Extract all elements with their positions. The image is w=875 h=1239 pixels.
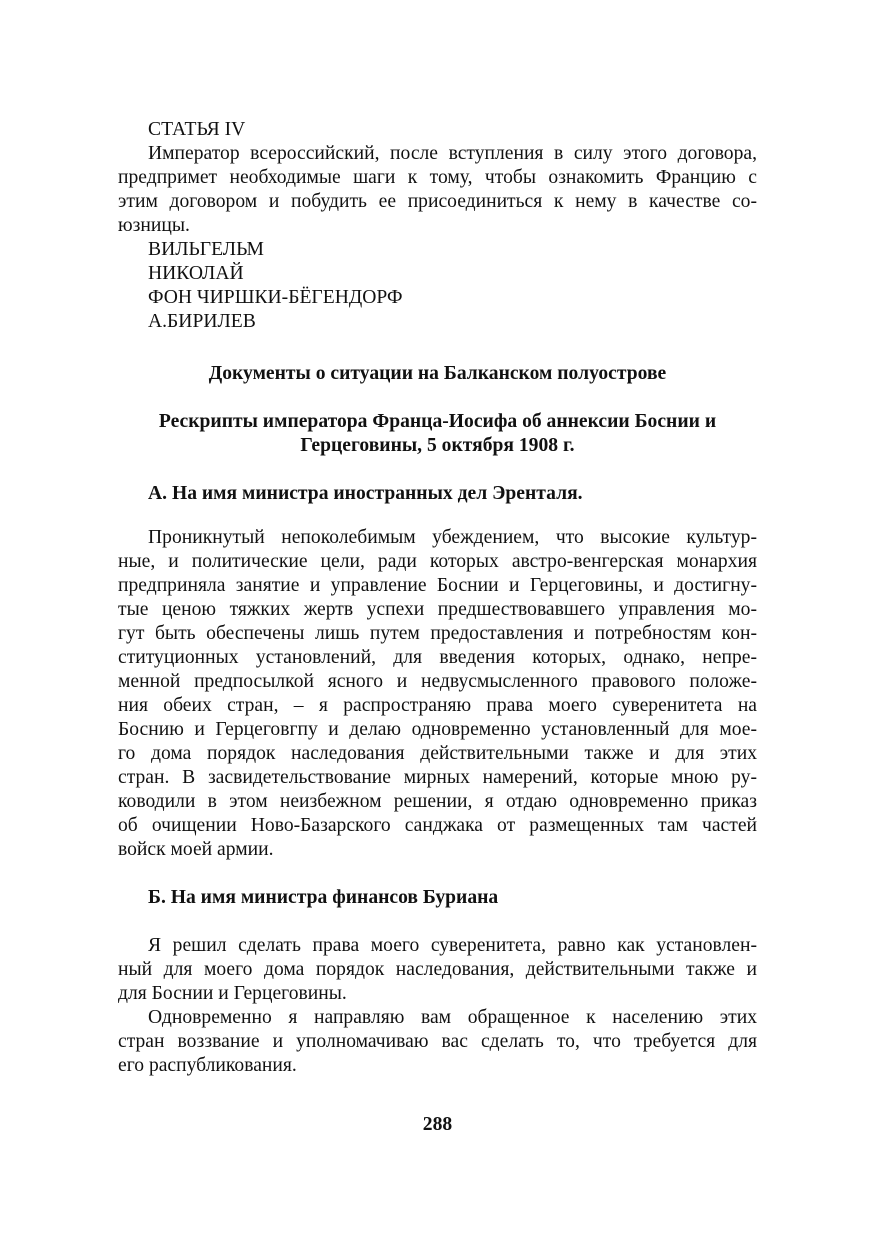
paragraph-line: тые ценою тяжких жертв успехи предшествовавшего управления мо- [118,599,757,620]
paragraph-line: стран. В засвидетельствование мирных намерений, которые мною ру- [118,767,757,788]
signature-birilev: А.БИРИЛЕВ [148,311,256,332]
article-line: Император всероссийский, после вступления в силу этого договора, [148,143,757,164]
paragraph-line: ния обеих стран, – я распространяю права моего суверенитета на [118,695,757,716]
section-title: Документы о ситуации на Балканском полуострове [208,363,667,384]
paragraph-line: для Боснии и Герцеговины. [118,983,347,1004]
article-line: юзницы. [118,215,190,236]
signature-nikolai: НИКОЛАЙ [148,263,244,284]
paragraph-line: менной предпосылкой ясного и недвусмысленного правового положе- [118,671,757,692]
paragraph-line: его распубликования. [118,1055,297,1076]
page-number: 288 [422,1114,453,1135]
paragraph-line: Я решил сделать права моего суверенитета, равно как установлен- [148,935,757,956]
paragraph-line: ституционных установлений, для введения которых, однако, непре- [118,647,757,668]
document-title-line: Герцеговины, 5 октября 1908 г. [300,435,575,456]
signature-wilhelm: ВИЛЬГЕЛЬМ [148,239,264,260]
article-heading: СТАТЬЯ IV [148,119,246,140]
paragraph-line: об очищении Ново-Базарского санджака от размещенных там частей [118,815,757,836]
article-line: предпримет необходимые шаги к тому, чтобы ознакомить Францию с [118,167,757,188]
document-title-line: Рескрипты императора Франца-Иосифа об аннексии Боснии и [158,411,717,432]
subsection-a-heading: А. На имя министра иностранных дел Эренталя. [148,483,583,504]
paragraph-line: Проникнутый непоколебимым убеждением, что высокие культур- [148,527,757,548]
paragraph-line: ные, и политические цели, ради которых австро-венгерская монархия [118,551,757,572]
paragraph-line: Боснию и Герцеговгпу и делаю одновременно установленный для мое- [118,719,757,740]
subsection-b-heading: Б. На имя министра финансов Буриана [148,887,499,908]
article-line: этим договором и побудить ее присоединиться к нему в качестве со- [118,191,757,212]
paragraph-line: ководили в этом неизбежном решении, я отдаю одновременно приказ [118,791,757,812]
paragraph-line: войск моей армии. [118,839,274,860]
paragraph-line: го дома порядок наследования действительными также и для этих [118,743,757,764]
paragraph-line: ный для моего дома порядок наследования, действительными также и [118,959,757,980]
paragraph-line: гут быть обеспечены лишь путем предоставления и потребностям кон- [118,623,757,644]
paragraph-line: предприняла занятие и управление Боснии и Герцеговины, и достигну- [118,575,757,596]
paragraph-line: стран воззвание и уполномачиваю вас сделать то, что требуется для [118,1031,757,1052]
signature-tschirschky: ФОН ЧИРШКИ-БЁГЕНДОРФ [148,287,403,308]
paragraph-line: Одновременно я направляю вам обращенное к населению этих [148,1007,757,1028]
